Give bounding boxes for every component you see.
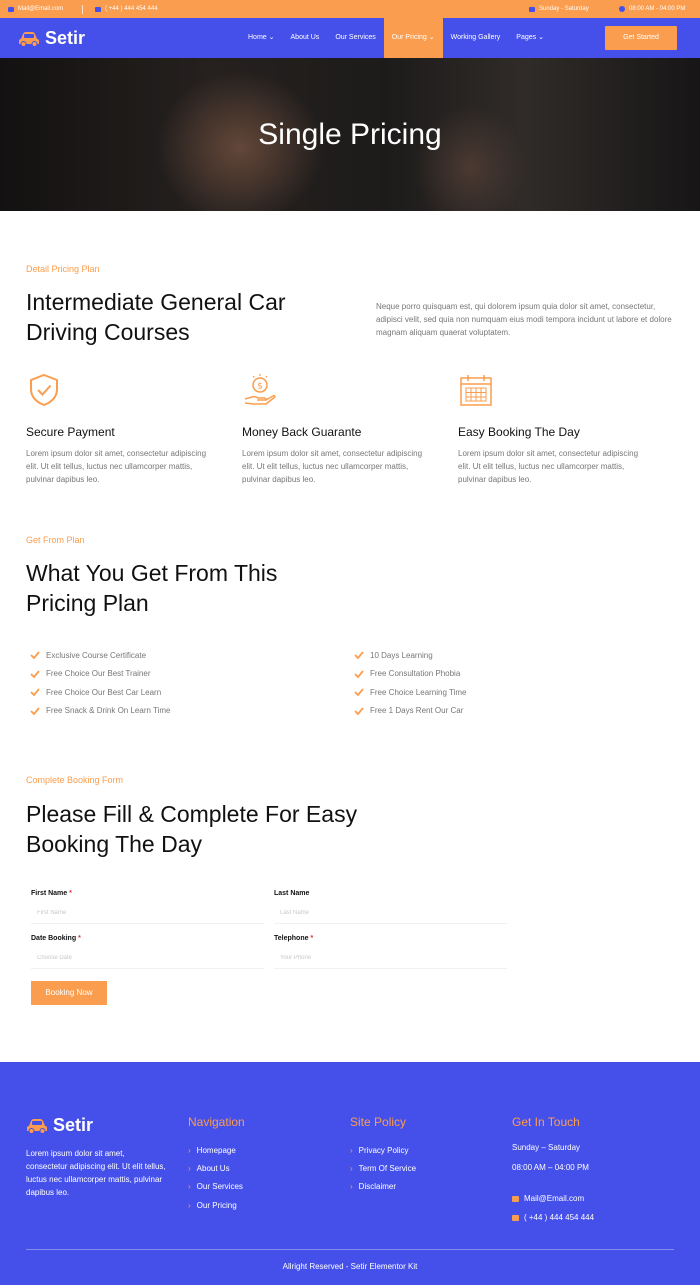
chevron-down-icon: ⌄ <box>268 34 275 41</box>
nav-item-gallery[interactable] <box>443 18 509 58</box>
last-name-input[interactable] <box>274 902 507 924</box>
footer-policy-list <box>350 1141 416 1196</box>
date-booking-input[interactable] <box>31 947 264 969</box>
footer-link-text: About Us <box>196 1163 230 1173</box>
first-name-label <box>31 890 72 897</box>
required-mark: * <box>78 935 81 942</box>
list-item <box>354 702 614 721</box>
footer-days: Sunday – Saturday <box>512 1143 581 1152</box>
feature-desc: Lorem ipsum dolor sit amet, consectetur adipiscing elit. Ut elit tellus, luctus nec ullamcorper mattis, pulvinar dapibus leo. <box>242 449 423 484</box>
benefit-text: Free Snack & Drink On Learn Time <box>46 706 171 716</box>
nav-item-pricing[interactable] <box>384 18 443 58</box>
nav-item-label: Pages <box>516 34 537 41</box>
mail-icon <box>512 1196 519 1202</box>
label-text: First Name <box>31 890 68 897</box>
calendar-small-icon <box>529 7 535 12</box>
topbar-email-text: Mail@Email.com <box>18 6 64 12</box>
brand-logo[interactable] <box>18 28 85 49</box>
topbar-email[interactable] <box>8 0 63 18</box>
list-item <box>30 665 290 684</box>
feature-title: Secure Payment <box>26 425 115 439</box>
footer-link[interactable] <box>350 1141 416 1159</box>
chevron-right-icon: › <box>188 1200 191 1210</box>
footer-email-text: Mail@Email.com <box>524 1194 585 1203</box>
footer-link[interactable] <box>350 1159 416 1177</box>
footer-link-text: Our Services <box>196 1182 243 1192</box>
footer-link-text: Disclaimer <box>358 1182 397 1192</box>
check-icon <box>30 687 40 697</box>
page-title: Single Pricing <box>258 118 442 151</box>
topbar-hours-text: 08:00 AM - 04:00 PM <box>629 6 686 12</box>
feature-title: Easy Booking The Day <box>458 425 580 439</box>
footer-logo[interactable] <box>26 1115 93 1136</box>
footer-link[interactable] <box>350 1178 416 1196</box>
nav-links <box>240 18 552 58</box>
chevron-down-icon: ⌄ <box>428 34 435 41</box>
chevron-right-icon: › <box>188 1145 191 1155</box>
hero-banner <box>0 58 700 211</box>
first-name-input[interactable] <box>31 902 264 924</box>
footer-link[interactable] <box>188 1196 243 1214</box>
footer-link[interactable] <box>188 1178 243 1196</box>
chevron-right-icon: › <box>350 1182 353 1192</box>
detail-heading-line: Intermediate General Car <box>26 289 286 315</box>
footer-link-text: Term Of Service <box>358 1163 417 1173</box>
footer-nav-list <box>188 1141 243 1214</box>
check-icon <box>30 706 40 716</box>
list-item <box>30 646 290 665</box>
date-booking-label <box>31 935 81 942</box>
main-navbar <box>0 18 700 58</box>
benefit-text: Free 1 Days Rent Our Car <box>370 706 464 716</box>
check-icon <box>354 650 364 660</box>
nav-item-home[interactable] <box>240 18 283 58</box>
calendar-icon <box>458 372 494 408</box>
footer-touch-title: Get In Touch <box>512 1115 580 1129</box>
list-item <box>354 683 614 702</box>
check-icon <box>354 687 364 697</box>
topbar-hours <box>619 0 685 18</box>
chevron-right-icon: › <box>188 1182 191 1192</box>
mail-icon <box>8 7 14 12</box>
benefit-text: 10 Days Learning <box>370 650 433 660</box>
topbar-days <box>529 0 589 18</box>
footer-link-text: Privacy Policy <box>358 1145 409 1155</box>
plan-heading-line: What You Get From This <box>26 560 278 586</box>
chevron-right-icon: › <box>350 1145 353 1155</box>
required-mark: * <box>69 890 72 897</box>
topbar-divider <box>82 5 83 14</box>
booking-eyebrow: Complete Booking Form <box>26 775 124 785</box>
check-icon <box>30 669 40 679</box>
list-item <box>30 683 290 702</box>
nav-item-pages[interactable] <box>508 18 552 58</box>
money-hand-icon <box>242 372 278 408</box>
footer-copyright: Allright Reserved - Setir Elementor Kit <box>282 1262 418 1271</box>
label-text: Last Name <box>274 890 310 897</box>
footer-link-text: Homepage <box>196 1145 236 1155</box>
chevron-right-icon: › <box>188 1163 191 1173</box>
phone-icon <box>512 1215 519 1221</box>
topbar-days-text: Sunday - Saturday <box>539 6 589 12</box>
feature-money-back <box>242 372 432 486</box>
nav-item-label: Home <box>248 34 267 41</box>
telephone-label <box>274 935 313 942</box>
footer-link-text: Our Pricing <box>196 1200 237 1210</box>
booking-now-button[interactable]: Booking Now <box>31 981 107 1005</box>
footer-phone[interactable] <box>512 1213 594 1222</box>
telephone-input[interactable] <box>274 947 507 969</box>
list-item <box>354 646 614 665</box>
brand-name: Setir <box>45 28 86 48</box>
benefit-text: Free Consultation Phobia <box>370 669 461 679</box>
plan-eyebrow: Get From Plan <box>26 535 85 545</box>
detail-intro: Neque porro quisquam est, qui dolorem ipsum quia dolor sit amet, consectetur, adipisci velit, sed quia non numquam eius modi tempora incidunt ut labore et dolore magnam aliquam quaerat voluptatem. <box>376 302 672 337</box>
top-bar <box>0 0 700 18</box>
benefit-text: Free Choice Our Best Trainer <box>46 669 151 679</box>
check-icon <box>354 706 364 716</box>
topbar-phone-text: ( +44 ) 444 454 444 <box>105 6 158 12</box>
footer-policy-title: Site Policy <box>350 1115 407 1129</box>
plan-heading-line: Pricing Plan <box>26 590 149 616</box>
last-name-label <box>274 890 309 897</box>
phone-icon <box>95 7 101 12</box>
footer-about: Lorem ipsum dolor sit amet, consectetur adipiscing elit. Ut elit tellus, luctus nec ullamcorper mattis, pulvinar dapibus leo. <box>26 1149 166 1197</box>
benefit-text: Free Choice Learning Time <box>370 687 467 697</box>
topbar-phone[interactable] <box>95 0 158 18</box>
nav-item-label: Our Services <box>335 34 376 41</box>
car-logo-icon <box>26 1118 48 1134</box>
list-item <box>354 665 614 684</box>
car-logo-icon <box>18 31 40 47</box>
svg-text:$: $ <box>257 381 263 392</box>
plan-heading <box>26 558 277 618</box>
booking-heading-line: Booking The Day <box>26 831 203 857</box>
footer-email[interactable] <box>512 1194 584 1203</box>
detail-heading <box>26 287 286 347</box>
nav-item-label: Our Pricing <box>391 34 427 41</box>
booking-heading-line: Please Fill & Complete For Easy <box>26 801 358 827</box>
feature-desc: Lorem ipsum dolor sit amet, consectetur adipiscing elit. Ut elit tellus, luctus nec ullamcorper mattis, pulvinar dapibus leo. <box>26 449 207 484</box>
booking-heading <box>26 799 357 859</box>
nav-item-about[interactable] <box>283 18 328 58</box>
footer-link[interactable] <box>188 1159 243 1177</box>
feature-desc: Lorem ipsum dolor sit amet, consectetur adipiscing elit. Ut elit tellus, luctus nec ullamcorper mattis, pulvinar dapibus leo. <box>458 449 639 484</box>
footer-nav-title: Navigation <box>188 1115 245 1129</box>
chevron-right-icon: › <box>350 1163 353 1173</box>
benefit-text: Exclusive Course Certificate <box>46 650 147 660</box>
nav-item-label: Working Gallery <box>450 34 501 41</box>
detail-eyebrow: Detail Pricing Plan <box>26 264 100 274</box>
footer-link[interactable] <box>188 1141 243 1159</box>
plan-benefits-right <box>354 646 614 720</box>
feature-secure-payment <box>26 372 216 486</box>
footer-hours: 08:00 AM – 04:00 PM <box>512 1163 589 1172</box>
footer-phone-text: ( +44 ) 444 454 444 <box>524 1213 595 1222</box>
feature-easy-booking <box>458 372 648 486</box>
nav-item-label: About Us <box>290 34 320 41</box>
nav-item-services[interactable] <box>327 18 383 58</box>
required-mark: * <box>310 935 314 942</box>
plan-benefits-left <box>30 646 290 720</box>
label-text: Date Booking <box>31 935 77 942</box>
get-started-button[interactable]: Get Started <box>605 26 677 50</box>
check-icon <box>30 650 40 660</box>
detail-heading-line: Driving Courses <box>26 319 190 345</box>
brand-name: Setir <box>53 1115 94 1135</box>
chevron-down-icon: ⌄ <box>538 34 544 41</box>
list-item <box>30 702 290 721</box>
clock-icon <box>619 6 625 12</box>
label-text: Telephone <box>274 935 309 942</box>
benefit-text: Free Choice Our Best Car Learn <box>46 687 162 697</box>
check-icon <box>354 669 364 679</box>
footer-divider <box>26 1249 674 1250</box>
shield-check-icon <box>26 372 62 408</box>
feature-title: Money Back Guarante <box>242 425 362 439</box>
